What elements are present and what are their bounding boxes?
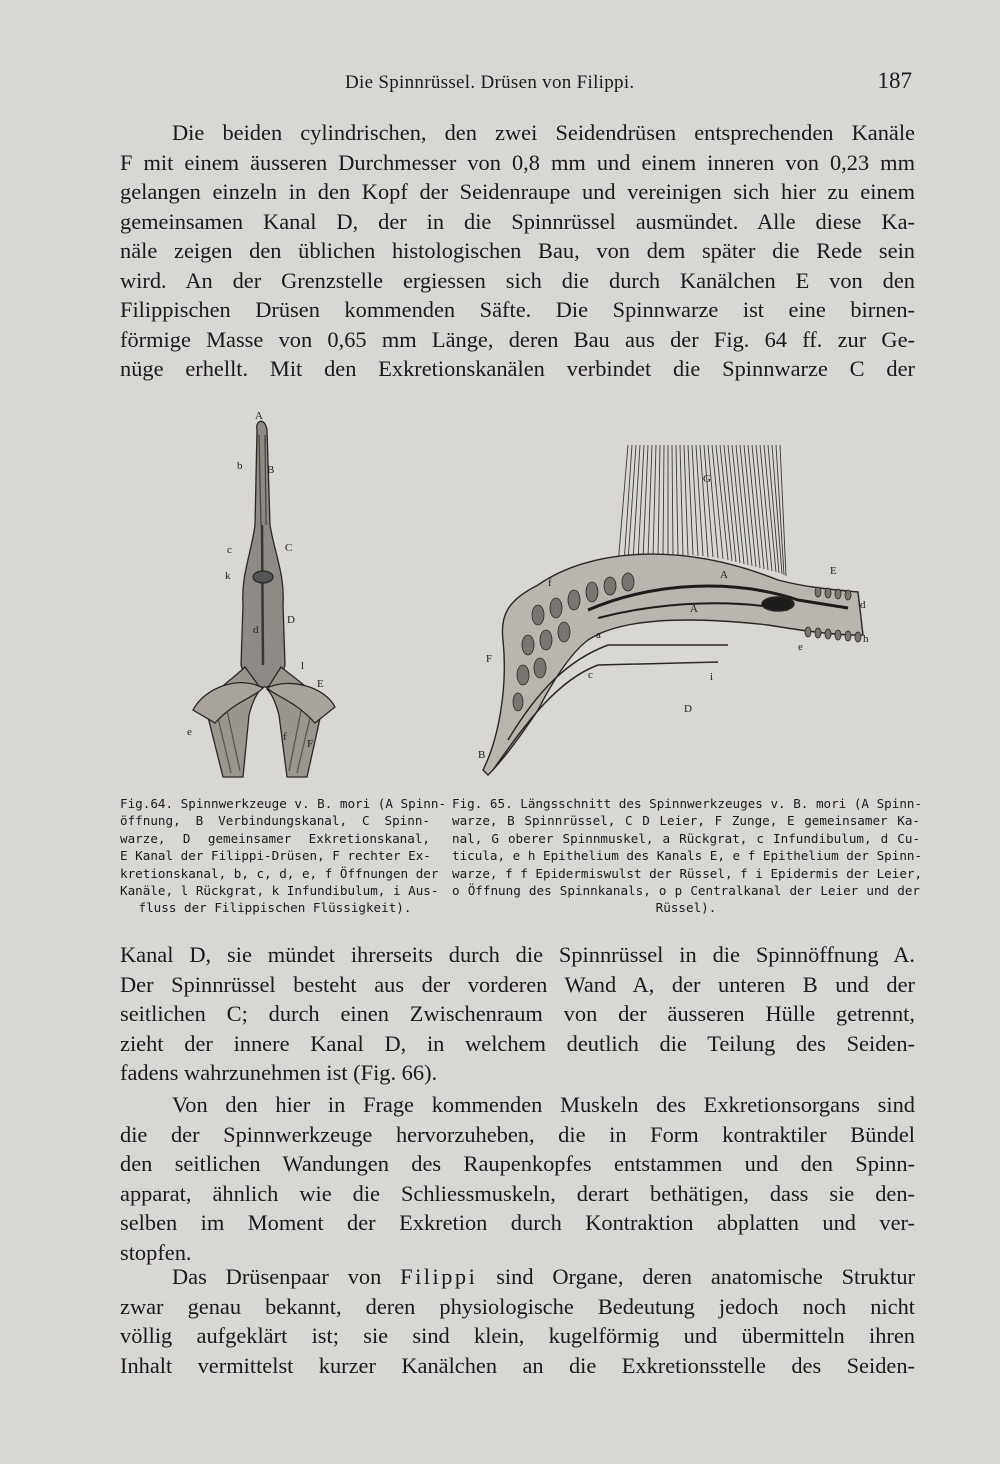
- author-name-spaced: Filippi: [400, 1264, 478, 1289]
- fig64-label-l: l: [301, 660, 305, 672]
- figure-65-caption: [452, 795, 923, 917]
- fig64-label-c: c: [227, 544, 232, 556]
- fig65-label-e: e: [798, 641, 803, 653]
- fig64-label-A: A: [255, 410, 263, 422]
- fig64-label-D: D: [287, 614, 295, 626]
- paragraph-1: [120, 118, 915, 384]
- figure-64-caption: [120, 795, 447, 917]
- text-line: den seitlichen Wandungen des Raupenkopfes entstammen und den Spinn-: [120, 1151, 915, 1176]
- text-line: fadens wahrzunehmen ist (Fig. 66).: [120, 1060, 438, 1085]
- caption-line: öffnung, B Verbindungskanal, C Spinn-: [120, 813, 430, 829]
- paragraph-3: [120, 1090, 915, 1267]
- text-run: sind Organe, deren anatomische Struktur: [477, 1264, 915, 1289]
- paragraph-2: [120, 940, 915, 1088]
- fig64-label-f: f: [283, 731, 287, 743]
- fig65-label-i: i: [710, 671, 714, 683]
- figure-65-longitudinal-section: [478, 440, 888, 785]
- caption-line: warze, f f Epidermiswulst der Rüssel, f i Epidermis der Leier,: [452, 865, 923, 881]
- fig65-label-d: d: [860, 599, 866, 611]
- text-line: zieht der innere Kanal D, in welchem deutlich die Teilung des Seiden-: [120, 1030, 915, 1056]
- caption-line: Rüssel).: [655, 900, 717, 916]
- fig64-label-k: k: [225, 570, 231, 582]
- text-line: zwar genau bekannt, deren physiologische Bedeutung jedoch noch nicht: [120, 1293, 915, 1319]
- text-line: stopfen.: [120, 1239, 192, 1265]
- fig64-label-C: C: [285, 542, 293, 554]
- fig64-label-b: b: [237, 460, 243, 472]
- text-line: näle zeigen den üblichen histologischen Bau, von dem später die Rede sein: [120, 238, 915, 263]
- fig64-label-B: B: [267, 464, 275, 476]
- text-line: seitlichen C; durch einen Zwischenraum von der äusseren Hülle getrennt,: [120, 1001, 915, 1026]
- text-line: Von den hier in Frage kommenden Muskeln des Exkretionsorgans sind: [172, 1092, 915, 1117]
- page-number: 187: [877, 68, 912, 93]
- text-line: nüge erhellt. Mit den Exkretionskanälen verbindet die Spinnwarze C der: [120, 356, 915, 381]
- caption-line: Kanäle, l Rückgrat, k Infundibulum, i Aus-: [120, 883, 439, 899]
- text-line: Die beiden cylindrischen, den zwei Seidendrüsen entsprechenden Kanäle: [172, 120, 915, 145]
- fig64-label-e: e: [187, 726, 192, 738]
- fig65-label-G: G: [703, 473, 711, 485]
- text-line: förmige Masse von 0,65 mm Länge, deren Bau aus der Fig. 64 ff. zur Ge-: [120, 326, 915, 352]
- text-line: wird. An der Grenzstelle ergiessen sich die durch Kanälchen E von den: [120, 267, 915, 293]
- fig65-label-B: B: [478, 749, 486, 761]
- fig65-label-A-lower: A: [690, 603, 698, 615]
- text-line: Filippischen Drüsen kommenden Säfte. Die Spinnwarze ist eine birnen-: [120, 297, 915, 322]
- fig65-label-E: E: [830, 565, 837, 577]
- fig64-label-E: E: [317, 678, 324, 690]
- text-line: [120, 1262, 915, 1292]
- text-line: F mit einem äusseren Durchmesser von 0,8 mm und einem inneren von 0,23 mm: [120, 149, 915, 175]
- caption-line: warze, D gemeinsamer Exkretionskanal,: [120, 830, 430, 846]
- text-line: völlig aufgeklärt ist; sie sind klein, kugelförmig und übermitteln ihren: [120, 1323, 915, 1348]
- fig65-label-h: h: [863, 633, 869, 645]
- text-run: Das Drüsenpaar von: [172, 1264, 401, 1289]
- fig64-label-F: F: [307, 738, 314, 750]
- text-line: die der Spinnwerkzeuge hervorzuheben, die in Form kontraktiler Bündel: [120, 1121, 915, 1147]
- text-line: apparat, ähnlich wie die Schliessmuskeln, derart bethätigen, dass sie den-: [120, 1180, 915, 1206]
- caption-line: kretionskanal, b, c, d, e, f Öffnungen der: [120, 865, 439, 881]
- fig64-label-d: d: [253, 624, 259, 636]
- running-title: Die Spinnrüssel. Drüsen von Filippi.: [345, 72, 635, 93]
- figure-64-spinning-apparatus: [185, 405, 355, 790]
- caption-line: ticula, e h Epithelium des Kanals E, e f Epithelium der Spinn-: [452, 848, 923, 864]
- text-line: Der Spinnrüssel besteht aus der vorderen Wand A, der unteren B und der: [120, 971, 915, 997]
- text-line: Inhalt vermittelst kurzer Kanälchen an die Exkretionsstelle des Seiden-: [120, 1352, 915, 1378]
- fig65-label-D: D: [684, 703, 692, 715]
- fig65-label-F: F: [486, 653, 493, 665]
- fig65-label-f: f: [548, 577, 552, 589]
- caption-line: Fig.64. Spinnwerkzeuge v. B. mori (A Spinn-: [120, 796, 447, 811]
- text-line: Kanal D, sie mündet ihrerseits durch die Spinnrüssel in die Spinnöffnung A.: [120, 942, 915, 967]
- caption-line: E Kanal der Filippi-Drüsen, F rechter Ex-: [120, 848, 431, 864]
- fig65-label-A-top: A: [720, 569, 728, 581]
- caption-line: warze, B Spinnrüssel, C D Leier, F Zunge, E gemeinsamer Ka-: [452, 813, 920, 829]
- caption-line: fluss der Filippischen Flüssigkeit).: [138, 900, 412, 916]
- caption-line: Fig. 65. Längsschnitt des Spinnwerkzeuges v. B. mori (A Spinn-: [452, 796, 923, 811]
- text-line: selben im Moment der Exkretion durch Kontraktion abplatten und ver-: [120, 1210, 915, 1235]
- caption-line: nal, G oberer Spinnmuskel, a Rückgrat, c Infundibulum, d Cu-: [452, 830, 920, 846]
- text-line: gelangen einzeln in den Kopf der Seidenraupe und vereinigen sich hier zu einem: [120, 179, 915, 204]
- paragraph-4: [120, 1262, 915, 1380]
- text-line: gemeinsamen Kanal D, der in die Spinnrüssel ausmündet. Alle diese Ka-: [120, 208, 915, 234]
- caption-line: o Öffnung des Spinnkanals, o p Centralkanal der Leier und der: [452, 883, 920, 899]
- fig65-label-a: a: [596, 629, 601, 641]
- running-header: [120, 68, 920, 108]
- fig65-label-c: c: [588, 669, 593, 681]
